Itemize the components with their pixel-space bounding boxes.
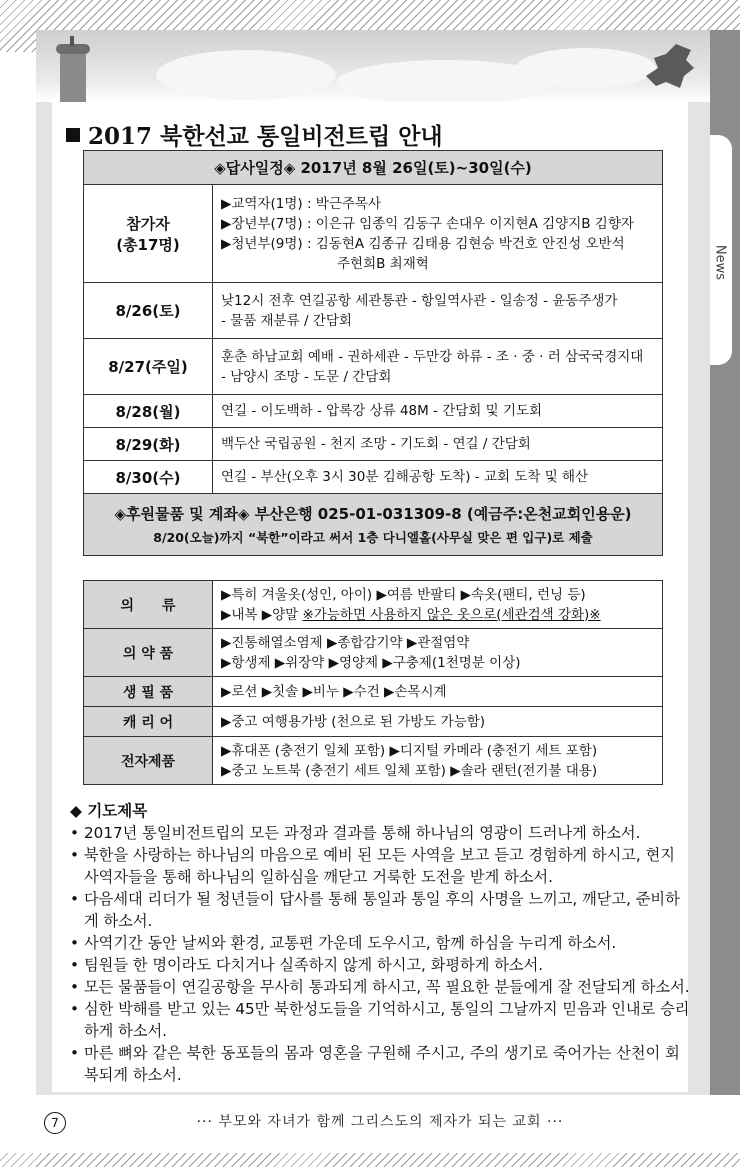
table-row [84, 737, 663, 785]
participants-row [84, 185, 663, 283]
bottom-hatch-border [0, 1153, 740, 1167]
support-items-table [83, 580, 663, 785]
page-title-text: 2017 북한선교 통일비전트립 안내 [88, 123, 443, 150]
list-item: • 심한 박해를 받고 있는 45만 북한성도들을 기억하시고, 통일의 그날까지 믿음과 인내로 승리하게 하소서. [70, 1000, 690, 1040]
table-row [84, 629, 663, 677]
category-items: ▶휴대폰 (충전기 일체 포함) ▶디지털 카메라 (충전기 세트 포함) ▶중고 노트북 (충전기 세트 일체 포함) ▶솔라 랜턴(전기불 대용) [213, 737, 663, 785]
participants-label: 참가자 (총17명) [84, 185, 213, 283]
list-item: • 사역기간 동안 날씨와 환경, 교통편 가운데 도우시고, 함께 하심을 누리게 하소서. [70, 934, 617, 952]
category-items: ▶진통해열소염제 ▶종합감기약 ▶관절염약 ▶항생제 ▶위장약 ▶영양제 ▶구충제(1천명분 이상) [213, 629, 663, 677]
day-itinerary: 연길 - 부산(오후 3시 30분 김해공항 도착) - 교회 도착 및 해산 [213, 461, 663, 494]
category-items: ▶로션 ▶칫솔 ▶비누 ▶수건 ▶손목시계 [213, 677, 663, 707]
prayer-heading: ◆ 기도제목 [70, 802, 148, 820]
category-items: ▶특히 겨울옷(성인, 아이) ▶여름 반팔티 ▶속옷(팬티, 런닝 등) ▶내복 ▶양말 ※가능하면 사용하지 않은 옷으로(세관검색 강화)※ [213, 581, 663, 629]
footer-motto: ··· 부모와 자녀가 함께 그리스도의 제자가 되는 교회 ··· [196, 1114, 564, 1130]
day-itinerary: 훈춘 하남교회 예배 - 권하세관 - 두만강 하류 - 조 · 중 · 러 삼국국경지대 - 남양시 조망 - 도문 / 간담회 [213, 339, 663, 395]
page-title [66, 118, 443, 151]
header-banner-image [36, 30, 710, 102]
table-row [84, 428, 663, 461]
list-item: • 모든 물품들이 연길공항을 무사히 통과되게 하시고, 꼭 필요한 분들에게 잘 전달되게 하소서. [70, 978, 690, 996]
table-row [84, 395, 663, 428]
bullet-square-icon [66, 128, 80, 142]
list-item: • 2017년 통일비전트립의 모든 과정과 결과를 통해 하나님의 영광이 드러나게 하소서. [70, 824, 641, 842]
day-itinerary: 연길 - 이도백하 - 압록강 상류 48M - 간담회 및 기도회 [213, 395, 663, 428]
table-row [84, 707, 663, 737]
table-row [84, 283, 663, 339]
day-itinerary: 낮12시 전후 연길공항 세관통관 - 항일역사관 - 일송정 - 윤동주생가 - 물품 재분류 / 간담회 [213, 283, 663, 339]
day-label: 8/30(수) [84, 461, 213, 494]
day-label: 8/26(토) [84, 283, 213, 339]
list-item: • 팀원들 한 명이라도 다치거나 실족하지 않게 하시고, 화평하게 하소서. [70, 956, 544, 974]
list-item: • 마른 뼈와 같은 북한 동포들의 몸과 영혼을 구원해 주시고, 주의 생기로 죽어가는 산천이 회복되게 하소서. [70, 1044, 680, 1084]
participants-list: ▶교역자(1명) : 박근주목사 ▶장년부(7명) : 이은규 임종익 김동구 손대우 이지현A 김양지B 김향자 ▶청년부(9명) : 김동현A 김종규 김태용 김현승 박건호 안진성 오반석 주현희B 최재혁 [213, 185, 663, 283]
schedule-header: ◈답사일정◈ 2017년 8월 26일(토)~30일(수) [84, 151, 663, 185]
list-item: • 다음세대 리더가 될 청년들이 답사를 통해 통일과 통일 후의 사명을 느끼고, 깨닫고, 준비하게 하소서. [70, 890, 680, 930]
donation-row [84, 494, 663, 556]
table-row [84, 581, 663, 629]
category-label: 캐 리 어 [84, 707, 213, 737]
day-label: 8/29(화) [84, 428, 213, 461]
news-tab-label: News [712, 244, 728, 281]
day-itinerary: 백두산 국립공원 - 천지 조망 - 기도회 - 연길 / 간담회 [213, 428, 663, 461]
table-row [84, 677, 663, 707]
donation-info: ◈후원물품 및 계좌◈ 부산은행 025-01-031309-8 (예금주:온천교회인용운) 8/20(오늘)까지 “북한”이라고 써서 1층 다니엘홀(사무실 맞은 편 입구)로 제출 [84, 494, 663, 556]
page-number: 7 [44, 1112, 66, 1134]
category-label: 의 류 [84, 581, 213, 629]
category-label: 의 약 품 [84, 629, 213, 677]
category-items: ▶중고 여행용가방 (천으로 된 가방도 가능함) [213, 707, 663, 737]
schedule-table [83, 150, 663, 556]
prayer-section [70, 800, 690, 1086]
korea-map-illustration [636, 42, 706, 92]
table-row [84, 339, 663, 395]
table-row [84, 461, 663, 494]
day-label: 8/28(월) [84, 395, 213, 428]
category-label: 전자제품 [84, 737, 213, 785]
list-item: • 북한을 사랑하는 하나님의 마음으로 예비 된 모든 사역을 보고 듣고 경험하게 하시고, 현지 사역자들을 통해 하나님의 일하심을 깨닫고 거룩한 도전을 받게 하소서. [70, 846, 675, 886]
category-label: 생 필 품 [84, 677, 213, 707]
day-label: 8/27(주일) [84, 339, 213, 395]
tower-illustration [42, 36, 102, 102]
